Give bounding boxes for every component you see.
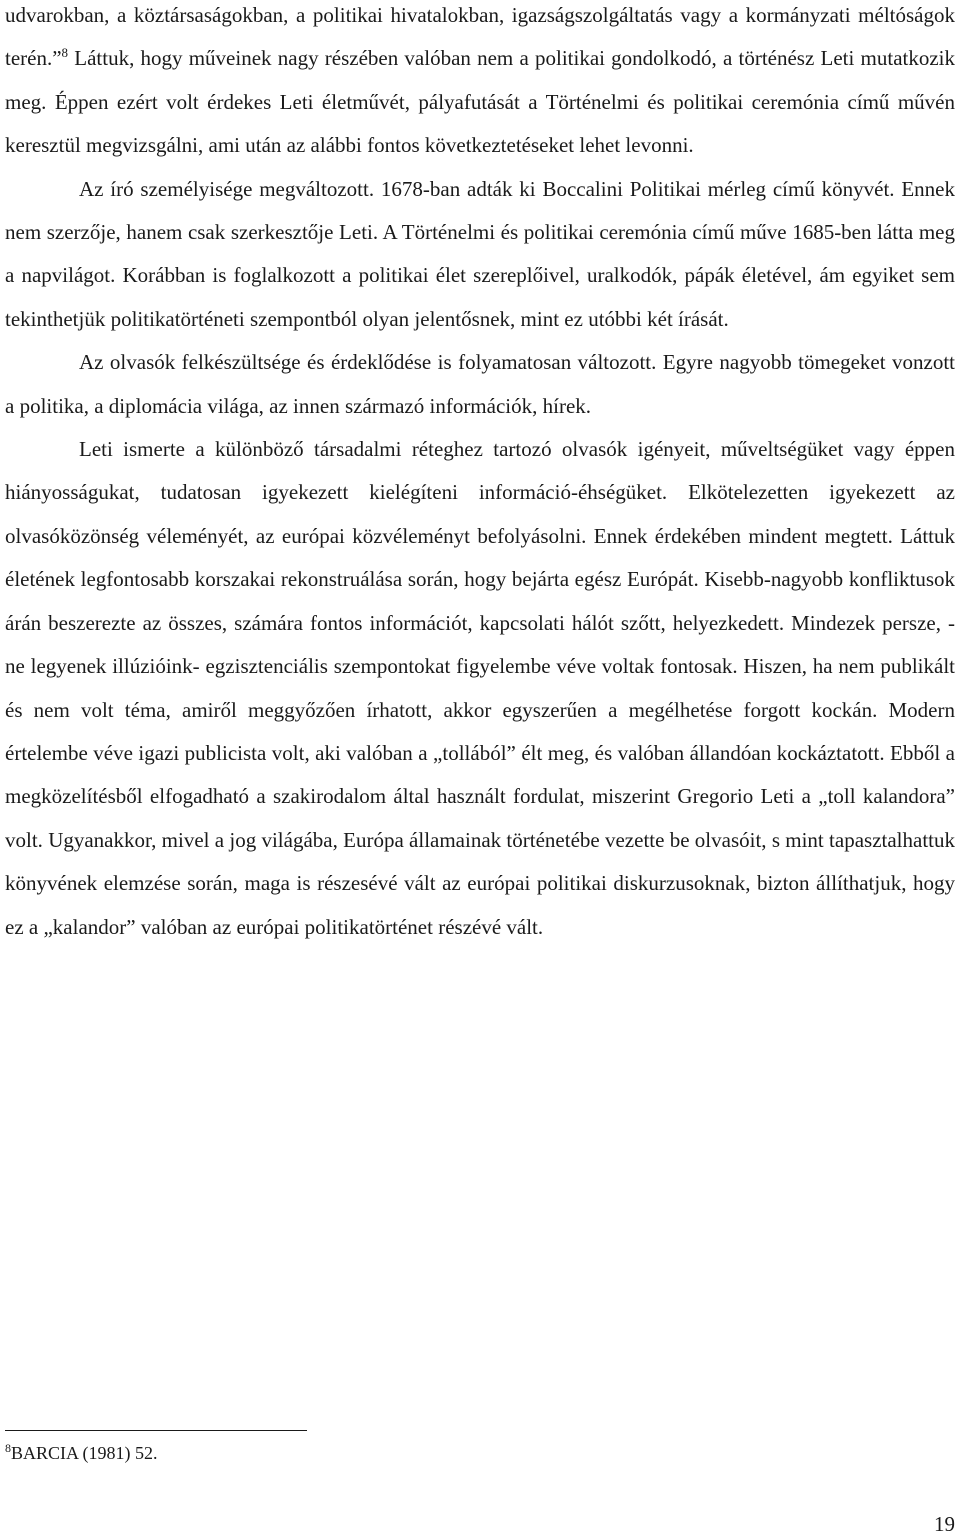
- footnote: [5, 1440, 158, 1466]
- paragraph-continuation: [5, 0, 955, 168]
- paragraph-text-after-ref: Láttuk, hogy műveinek nagy részében valóban nem a politikai gondolkodó, a történész Leti mutatkozik meg. Éppen ezért volt érdekes Leti életművét, pályafutását a Történelmi és politikai ceremónia című művén keresztül megvizsgálni, ami után az alábbi fontos következtetéseket lehet levonni.: [5, 46, 955, 158]
- paragraph: Az olvasók felkészültsége és érdeklődése is folyamatosan változott. Egyre nagyobb tömegeket vonzott a politika, a diplomácia világa, az innen származó információk, hírek.: [5, 350, 955, 418]
- footnote-number: 8: [5, 1441, 11, 1455]
- footnote-divider: [5, 1430, 307, 1431]
- paragraph-text-before-ref: udvarokban, a köztársaságokban, a politikai hivatalokban, igazságszolgáltatás vagy a kormányzati méltóságok terén.”: [5, 3, 955, 71]
- footnote-text: BARCIA (1981) 52.: [11, 1443, 158, 1463]
- paragraph: Leti ismerte a különböző társadalmi réteghez tartozó olvasók igényeit, műveltségüket vagy éppen hiányosságukat, tudatosan igyekezett kielégíteni információ-éhségüket. Elkötelezetten igyekezett az olvasóközönség véleményét, az európai közvéleményt befolyásolni. Ennek érdekében mindent megtett. Láttuk életének legfontosabb korszakai rekonstruálása során, hogy bejárta egész Európát. Kisebb-nagyobb konfliktusok árán beszerezte az összes, számára fontos információt, kapcsolati hálót szőtt, helyezkedett. Mindezek persze, - ne legyenek illúzióink- egzisztenciális szempontokat figyelembe véve voltak fontosak. Hiszen, ha nem publikált és nem volt téma, amiről meggyőzően írhatott, akkor egyszerűen a megélhetése forgott kockán. Modern értelembe véve igazi publicista volt, aki valóban a „tollából” élt meg, és valóban állandóan kockáztatott. Ebből a megközelítésből elfogadható a szakirodalom által használt fordulat, miszerint Gregorio Leti a „toll kalandora” volt. Ugyanakkor, mivel a jog világába, Európa államainak történetébe vezette be olvasóit, s mint tapasztalhattuk könyvének elemzése során, maga is részesévé vált az európai politikai diskurzusoknak, bizton állíthatjuk, hogy ez a „kalandor” valóban az európai politikatörténet részévé vált.: [5, 437, 955, 939]
- document-body: [5, 0, 955, 949]
- paragraph: Az író személyisége megváltozott. 1678-ban adták ki Boccalini Politikai mérleg című könyvét. Ennek nem szerzője, hanem csak szerkesztője Leti. A Történelmi és politikai ceremónia című műve 1685-ben látta meg a napvilágot. Korábban is foglalkozott a politikai élet szereplőivel, uralkodók, pápák életével, ám egyiket sem tekinthetjük politikatörténeti szempontból olyan jelentősnek, mint ez utóbbi két írását.: [5, 176, 955, 331]
- page-number: 19: [934, 1512, 955, 1536]
- footnote-reference: 8: [61, 45, 69, 61]
